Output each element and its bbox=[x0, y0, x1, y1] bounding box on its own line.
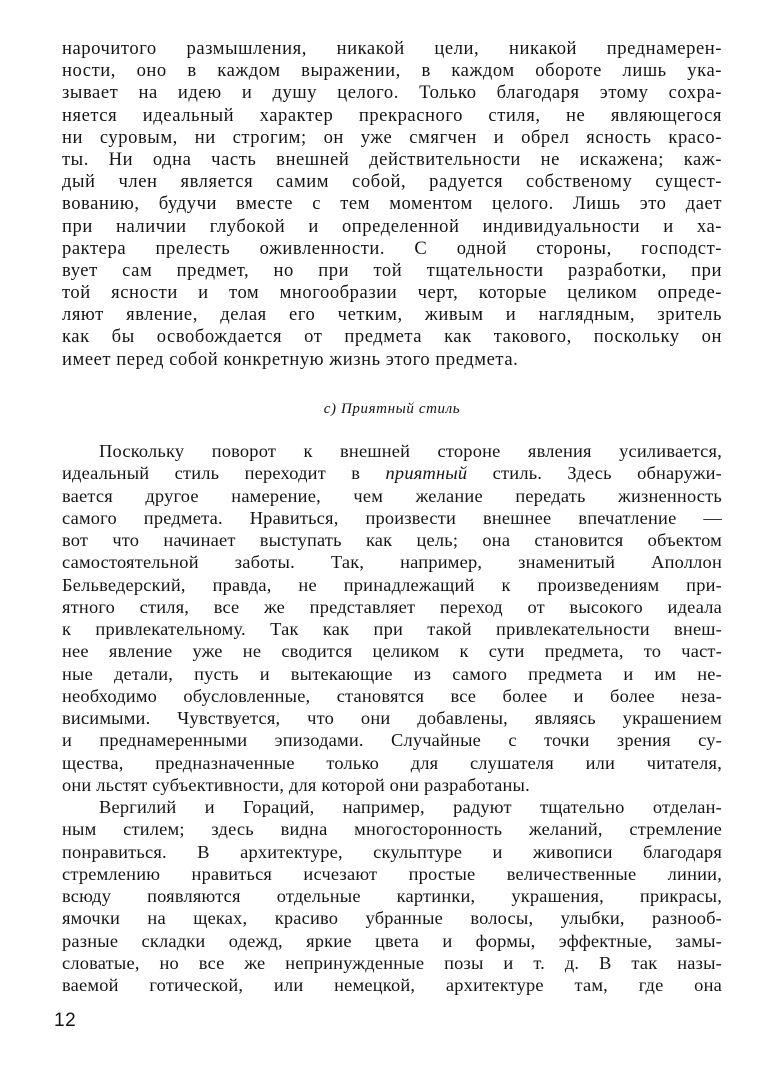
text-line: Бельведерский, правда, не принадлежащий к произведениям при- bbox=[62, 574, 722, 595]
section-heading: с) Приятный стиль bbox=[323, 401, 461, 417]
text-line: вует сам предмет, но при той тщательности разработки, при bbox=[62, 259, 722, 281]
text-line: рактера прелесть оживленности. С одной стороны, господст- bbox=[62, 237, 722, 259]
text-line: зывает на идею и душу целого. Только благодаря этому сохра- bbox=[62, 82, 722, 104]
text-line: самого предмета. Нравиться, произвести внешнее впечатление — bbox=[62, 507, 722, 528]
paragraph-continued bbox=[62, 38, 722, 371]
text-line: той ясности и том многообразии черт, которые целиком опреде- bbox=[62, 282, 722, 304]
text-segment: идеальный стиль переходит в bbox=[62, 463, 386, 484]
text-line: ваемой готической, или немецкой, архитектуре там, где она bbox=[62, 975, 722, 995]
text-line: при наличии глубокой и определенной индивидуальности и ха- bbox=[62, 215, 722, 237]
text-line: ности, оно в каждом выражении, в каждом обороте лишь ука- bbox=[62, 60, 722, 82]
text-line: понравиться. В архитектуре, скульптуре и живописи благодаря bbox=[62, 841, 722, 862]
text-line: дый член является самим собой, радуется собственому сущест- bbox=[62, 171, 722, 193]
text-line: ямочки на щеках, красиво убранные волосы, улыбки, разнооб- bbox=[62, 908, 722, 929]
text-line: вается другое намерение, чем желание передать жизненность bbox=[62, 485, 722, 506]
text-line: имеет перед собой конкретную жизнь этого предмета. bbox=[62, 348, 519, 370]
text-line: ты. Ни одна часть внешней действительности не искажена; каж- bbox=[62, 148, 722, 170]
text-line: висимыми. Чувствуется, что они добавлены, являясь украшением bbox=[62, 708, 722, 728]
text-line: ные детали, пусть и вытекающие из самого предмета и им не- bbox=[62, 663, 722, 684]
text-line: щества, предназначенные только для слушателя или читателя, bbox=[62, 752, 722, 773]
text-line: самостоятельной заботы. Так, например, знаменитый Аполлон bbox=[62, 552, 722, 573]
emphasized-term: приятный bbox=[385, 463, 468, 484]
text-line: они льстят субъективности, для которой они разработаны. bbox=[62, 774, 530, 795]
text-line: стремлению нравиться исчезают простые величественные линии, bbox=[62, 863, 722, 884]
text-line: и преднамеренными эпизодами. Случайные с точки зрения су- bbox=[62, 730, 722, 751]
text-line: ляют явление, делая его четким, живым и наглядным, зритель bbox=[62, 304, 722, 326]
page-number: 12 bbox=[54, 1010, 77, 1031]
text-line: словатые, но все же непринужденные позы и т. д. В так назы- bbox=[62, 952, 722, 973]
text-line: Вергилий и Гораций, например, радуют тщательно отделан- bbox=[99, 797, 722, 817]
text-line: Поскольку поворот к внешней стороне явления усиливается, bbox=[99, 441, 722, 461]
text-line: ятного стиля, все же представляет переход от высокого идеала bbox=[62, 596, 722, 617]
text-line: необходимо обусловленные, становятся все более и более неза- bbox=[62, 685, 722, 706]
paragraph-pleasant-style bbox=[62, 440, 722, 796]
paragraph-virgil-horace bbox=[62, 796, 722, 996]
text-line: разные складки одежд, яркие цвета и формы, эффектные, замы- bbox=[62, 930, 722, 951]
text-line: вот что начинает выступать как цель; она становится объектом bbox=[62, 530, 722, 550]
text-line: ным стилем; здесь видна многосторонность желаний, стремление bbox=[62, 819, 722, 840]
text-line: няется идеальный характер прекрасного стиля, не являющегося bbox=[62, 104, 722, 126]
text-segment: стиль. Здесь обнаружи- bbox=[467, 463, 722, 484]
text-line: всюду появляются отдельные картинки, украшения, прикрасы, bbox=[62, 886, 722, 906]
text-line: ни суровым, ни строгим; он уже смягчен и обрел ясность красо- bbox=[62, 126, 722, 148]
text-line: нее явление уже не сводится целиком к сути предмета, то част- bbox=[62, 641, 722, 662]
text-line: как бы освобождается от предмета как такового, поскольку он bbox=[62, 326, 722, 348]
text-line: нарочитого размышления, никакой цели, никакой преднамерен- bbox=[62, 38, 722, 59]
text-line: вованию, будучи вместе с тем моментом целого. Лишь это дает bbox=[62, 193, 722, 215]
text-line: к привлекательному. Так как при такой привлекательности внеш- bbox=[62, 619, 722, 639]
text-line-with-emphasis bbox=[62, 462, 722, 484]
